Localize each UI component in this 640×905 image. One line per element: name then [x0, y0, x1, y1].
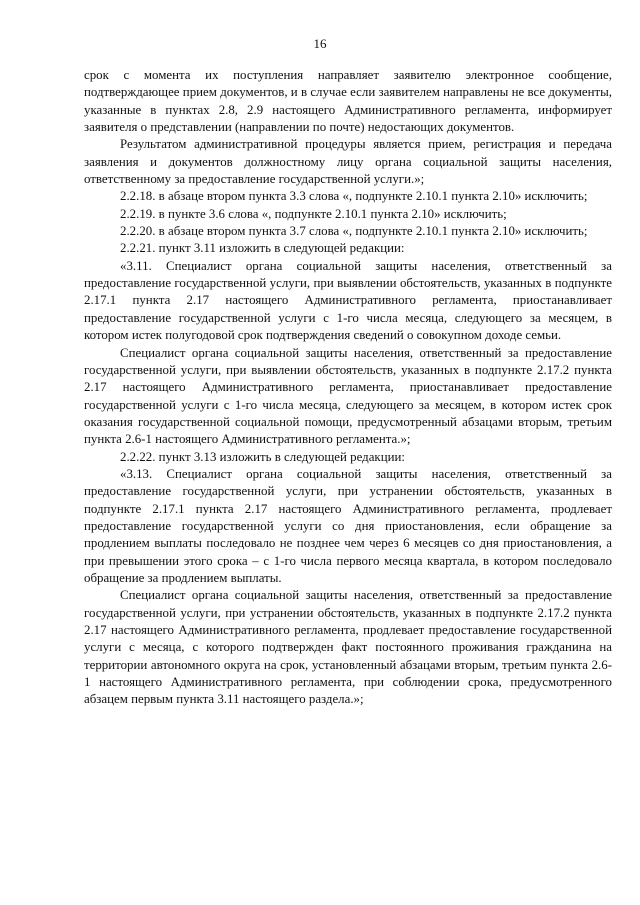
paragraph: 2.2.19. в пункте 3.6 слова «, подпункте 2.10.1 пункта 2.10» исключить;: [120, 206, 507, 221]
paragraph: Результатом административной процедуры является прием, регистрация и передача заявления и документов должностному лицу органа социальной защиты населения, ответственному за предоставление государственной услуги.»;: [84, 137, 612, 187]
paragraph: Специалист органа социальной защиты населения, ответственный за предоставление государственной услуги, при выявлении обстоятельств, указанных в подпункте 2.17.2 пункта 2.17 настоящего Административного регламента, приостанавливает предоставление государственной услуги с 1-го числа месяца, следующего за месяцем, в котором истек срок оказания государственной социальной помощи, предусмотренный абзацами вторым, третьим пункта 2.6-1 настоящего Административного регламента.»;: [84, 345, 612, 447]
paragraph: срок с момента их поступления направляет заявителю электронное сообщение, подтверждающее прием документов, и в случае если заявителем направлены не все документы, указанные в пунктах 2.8, 2.9 настоящего Административного регламента, информирует заявителя о представлении (направлении по почте) недостающих документов.: [84, 68, 612, 135]
paragraph: «3.11. Специалист органа социальной защиты населения, ответственный за предоставление государственной услуги, при выявлении обстоятельств, указанных в подпункте 2.17.1 пункта 2.17 настоящего Административного регламента, приостанавливает предоставление государственной услуги с 1-го числа месяца, следующего за месяцем, в котором истек полугодовой срок подтверждения сведений о совокупном доходе семьи.: [84, 258, 612, 343]
paragraph: Специалист органа социальной защиты населения, ответственный за предоставление государственной услуги, при устранении обстоятельств, указанных в подпункте 2.17.2 пункта 2.17 настоящего Административного регламента, продлевает предоставление государственной услуги с месяца, с которого подтвержден факт постоянного проживания гражданина на территории автономного округа на срок, установленный абзацами вторым, третьим пункта 2.6-1 настоящего Административного регламента, при соблюдении срока, предусмотренного абзацем первым пункта 3.11 настоящего раздела.»;: [84, 588, 612, 707]
paragraph: 2.2.20. в абзаце втором пункта 3.7 слова «, подпункте 2.10.1 пункта 2.10» исключить;: [120, 224, 588, 239]
page-number: 16: [313, 36, 327, 51]
paragraph: 2.2.18. в абзаце втором пункта 3.3 слова «, подпункте 2.10.1 пункта 2.10» исключить;: [120, 189, 588, 204]
paragraph: 2.2.21. пункт 3.11 изложить в следующей редакции:: [120, 241, 405, 256]
paragraph: «3.13. Специалист органа социальной защиты населения, ответственный за предоставление государственной услуги, при устранении обстоятельств, указанных в подпункте 2.17.1 пункта 2.17 настоящего Административного регламента, продлевает предоставление государственной услуги со дня приостановления, если обращение за продлением выплаты последовало не позднее чем через 6 месяцев со дня приостановления, а при превышении этого срока – с 1-го числа первого месяца квартала, в котором последовало обращение за продлением выплаты.: [84, 466, 612, 585]
document-body: [84, 67, 612, 709]
paragraph: 2.2.22. пункт 3.13 изложить в следующей редакции:: [120, 449, 405, 464]
